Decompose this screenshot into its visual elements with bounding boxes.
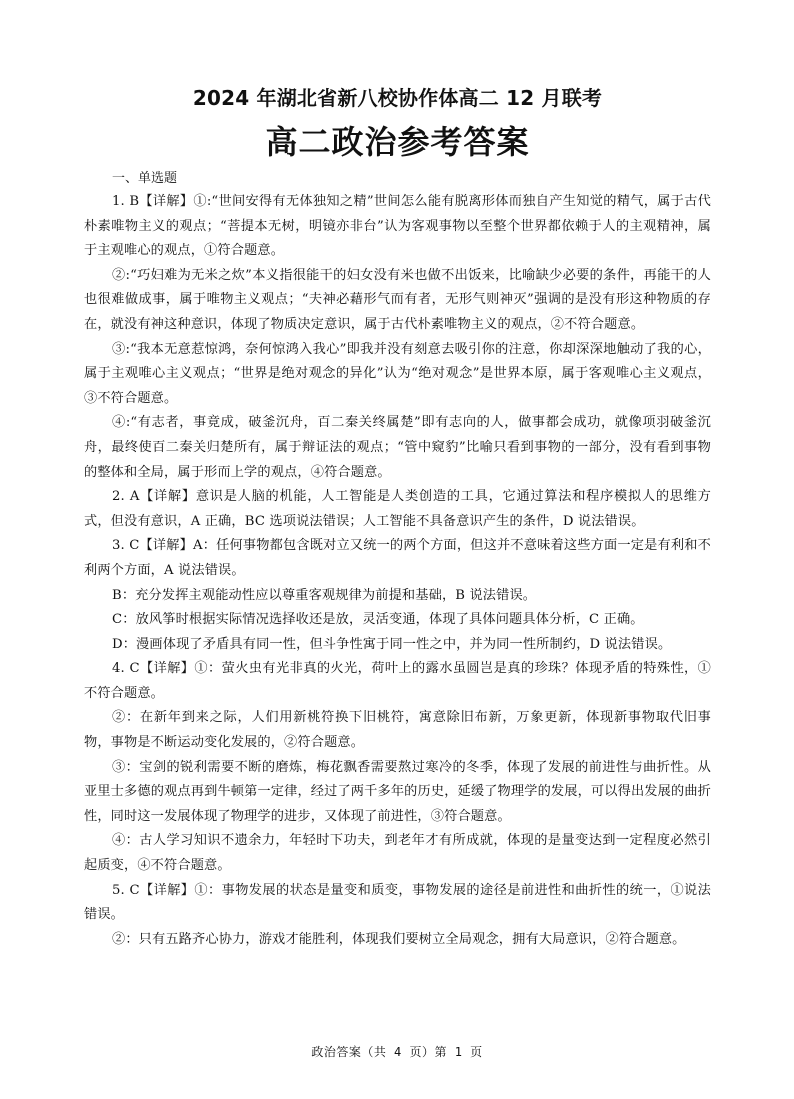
answer-paragraph: 2. A【详解】意识是人脑的机能，人工智能是人类创造的工具，它通过算法和程序模拟人的思维方式，但没有意识，A 正确，BC 选项说法错误；人工智能不具备意识产生的条件，D 说法错误。 [84, 489, 711, 529]
answer-paragraph: C：放风筝时根据实际情况选择收还是放，灵活变通，体现了具体问题具体分析，C 正确。 [112, 612, 644, 628]
answer-paragraph: B：充分发挥主观能动性应以尊重客观规律为前提和基础，B 说法错误。 [112, 587, 537, 603]
answer-paragraph: ③:“我本无意惹惊鸿，奈何惊鸿入我心”即我并没有刻意去吸引你的注意，你却深深地触动了我的心，属于主观唯心主义观点；“世界是绝对观念的异化”认为“绝对观念”是世界本原，属于客观唯心主义观点，③不符合题意。 [84, 341, 711, 406]
document-title: 高二政治参考答案 [265, 123, 530, 161]
answer-paragraph: D：漫画体现了矛盾具有同一性，但斗争性寓于同一性之中，并为同一性所制约，D 说法错误。 [112, 636, 672, 652]
answer-paragraph: ④：古人学习知识不遗余力，年轻时下功夫，到老年才有所成就，体现的是量变达到一定程度必然引起质变，④不符合题意。 [84, 833, 711, 874]
answer-paragraph: 3. C【详解】A：任何事物都包含既对立又统一的两个方面，但这并不意味着这些方面一定是有利和不利两个方面，A 说法错误。 [84, 538, 711, 578]
answer-paragraph: 1. B【详解】①:“世间安得有无体独知之精”世间怎么能有脱离形体而独自产生知觉的精气，属于古代朴素唯物主义的观点；“菩提本无树，明镜亦非台”认为客观事物以至整个世界都依赖于人的主观精神，属于主观唯心的观点，①符合题意。 [84, 194, 711, 259]
page-footer: 政治答案（共 4 页）第 1 页 [311, 1045, 483, 1059]
section-heading: 一、单选题 [112, 171, 178, 186]
exam-title: 2024 年湖北省新八校协作体高二 12 月联考 [192, 86, 603, 110]
answer-paragraph: ②：只有五路齐心协力，游戏才能胜利，体现我们要树立全局观念，拥有大局意识，②符合题意。 [112, 931, 686, 947]
answer-paragraph: ②:“巧妇难为无米之炊”本义指很能干的妇女没有米也做不出饭来，比喻缺少必要的条件，再能干的人也很难做成事，属于唯物主义观点；“夫神必藉形气而有者，无形气则神灭”强调的是没有形这种物质的存在，就没有神这种意识，体现了物质决定意识，属于古代朴素唯物主义的观点，②不符合题意。 [84, 267, 711, 332]
answer-paragraph: ④:“有志者，事竟成，破釜沉舟，百二秦关终属楚”即有志向的人，做事都会成功，就像项羽破釜沉舟，最终使百二秦关归楚所有，属于辩证法的观点；“管中窥豹”比喻只看到事物的一部分，没有看到事物的整体和全局，属于形而上学的观点，④符合题意。 [84, 415, 711, 480]
answer-paragraph: ②：在新年到来之际，人们用新桃符换下旧桃符，寓意除旧布新，万象更新，体现新事物取代旧事物，事物是不断运动变化发展的，②符合题意。 [84, 710, 711, 751]
answer-paragraph: ③：宝剑的锐利需要不断的磨炼，梅花飘香需要熬过寒冷的冬季，体现了发展的前进性与曲折性。从亚里士多德的观点再到牛顿第一定律，经过了两千多年的历史，延缓了物理学的发展，可以得出发展的曲折性，同时这一发展体现了物理学的进步，又体现了前进性，③符合题意。 [84, 759, 711, 824]
answer-paragraph: 5. C【详解】①：事物发展的状态是量变和质变，事物发展的途径是前进性和曲折性的统一，①说法错误。 [84, 882, 711, 923]
answer-paragraph: 4. C【详解】①：萤火虫有光非真的火光，荷叶上的露水虽圆岂是真的珍珠？体现矛盾的特殊性，①不符合题意。 [84, 661, 711, 701]
